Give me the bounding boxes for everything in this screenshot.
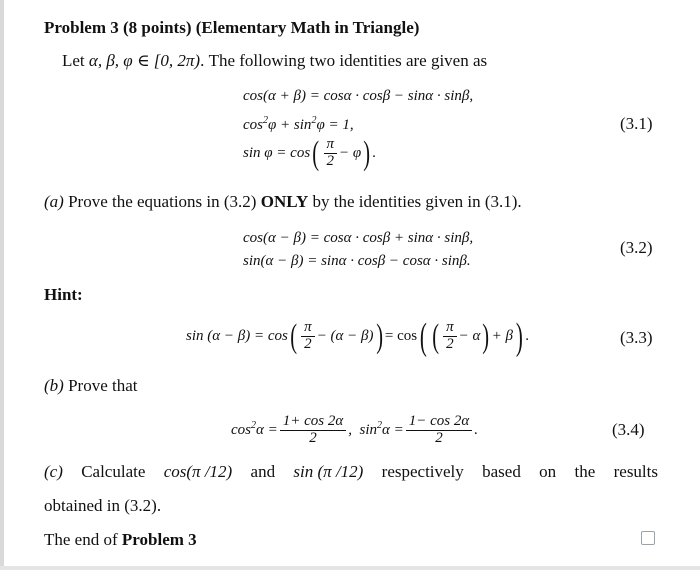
fraction-numerator: π bbox=[324, 137, 338, 154]
part-c-sin-pi-12: sin (π /12) bbox=[293, 462, 364, 481]
half-angle-cos: cos bbox=[231, 422, 251, 438]
part-c-word: the bbox=[574, 462, 596, 481]
part-c-word: respectively bbox=[381, 462, 464, 481]
hint-lhs: sin (α − β) = cos bbox=[186, 328, 288, 344]
fraction-cos-half-angle bbox=[280, 414, 347, 447]
end-text: The end of bbox=[44, 530, 118, 549]
part-c-cos-pi-12: cos(π /12) bbox=[163, 462, 233, 481]
intro-rest: . The following two identities are given as bbox=[200, 51, 488, 70]
identity-sin-diff: sin(α − β) = sinα · cosβ − cosα · sinβ. bbox=[243, 253, 471, 269]
fraction-numerator: 1− cos 2α bbox=[406, 414, 473, 431]
identity-pyth-end: φ = 1, bbox=[316, 117, 354, 133]
part-b-line bbox=[44, 376, 137, 396]
fraction-denominator: 2 bbox=[304, 336, 312, 353]
half-angle-cos-var: α = bbox=[256, 422, 278, 438]
fraction-pi-over-2 bbox=[443, 320, 457, 353]
part-a-text-post: by the identities given in (3.1). bbox=[312, 192, 522, 211]
fraction-denominator: 2 bbox=[309, 430, 317, 447]
part-c-word: based bbox=[482, 462, 521, 481]
part-c-line bbox=[44, 462, 658, 482]
paren-open: ( bbox=[290, 317, 297, 355]
paren-close-outer: ) bbox=[515, 315, 523, 358]
part-c-marker: (c) bbox=[44, 462, 63, 481]
part-a-line bbox=[44, 192, 522, 212]
fraction-numerator: π bbox=[443, 320, 457, 337]
part-a-only: ONLY bbox=[260, 192, 309, 211]
fraction-numerator: π bbox=[301, 320, 315, 337]
identity-pyth-cos: cos bbox=[243, 117, 263, 133]
checkbox[interactable] bbox=[641, 531, 655, 545]
separator-comma: , bbox=[348, 422, 352, 438]
paren-open-inner: ( bbox=[432, 317, 439, 355]
equation-number-3-2: (3.2) bbox=[620, 238, 653, 257]
half-angle-sin: sin bbox=[359, 422, 378, 438]
intro-line bbox=[62, 51, 487, 71]
paren-open: ( bbox=[312, 134, 320, 172]
fraction-denominator: 2 bbox=[435, 430, 443, 447]
paren-close: ) bbox=[363, 134, 371, 172]
part-c-word: and bbox=[250, 462, 276, 481]
period-mark: . bbox=[372, 145, 377, 161]
paren-close-inner: ) bbox=[482, 317, 490, 355]
part-a-text-pre: Prove the equations in (3.2) bbox=[68, 192, 257, 211]
fraction-numerator: 1+ cos 2α bbox=[280, 414, 347, 431]
problem-label: Problem 3 bbox=[44, 18, 119, 37]
hint-equals-cos: = cos bbox=[384, 328, 418, 344]
fraction-denominator: 2 bbox=[446, 336, 454, 353]
part-c-line-2: obtained in (3.2). bbox=[44, 496, 162, 515]
superscript-2: 2 bbox=[311, 115, 317, 126]
fraction-pi-over-2 bbox=[301, 320, 315, 353]
problem-title bbox=[44, 18, 419, 38]
hint-plus-beta: + β bbox=[491, 328, 513, 344]
fraction-pi-over-2 bbox=[324, 137, 338, 170]
part-b-marker: (b) bbox=[44, 376, 64, 395]
page-bottom-edge bbox=[0, 566, 700, 570]
superscript-2: 2 bbox=[377, 420, 383, 431]
period-mark: . bbox=[525, 328, 530, 344]
end-line bbox=[44, 530, 197, 550]
identity-cos-diff: cos(α − β) = cosα · cosβ + sinα · sinβ, bbox=[243, 230, 474, 246]
equation-number-3-1: (3.1) bbox=[620, 114, 653, 133]
period-mark: . bbox=[474, 422, 479, 438]
cofunction-lhs: sin φ = cos bbox=[243, 145, 311, 161]
identity-cos-sum: cos(α + β) = cosα · cosβ − sinα · sinβ, bbox=[243, 88, 474, 104]
half-angle-sin-var: α = bbox=[382, 422, 404, 438]
fraction-sin-half-angle bbox=[406, 414, 473, 447]
hint-equation bbox=[186, 316, 529, 356]
part-c-word: on bbox=[539, 462, 557, 481]
superscript-2: 2 bbox=[263, 115, 268, 126]
part-a-marker: (a) bbox=[44, 192, 64, 211]
part-c-word: results bbox=[613, 462, 658, 481]
equation-number-3-4: (3.4) bbox=[612, 420, 645, 439]
equation-number-3-3: (3.3) bbox=[620, 328, 653, 347]
page-left-edge bbox=[0, 0, 4, 570]
problem-points: (8 points) (Elementary Math in Triangle) bbox=[123, 18, 420, 37]
part-b-text: Prove that bbox=[68, 376, 138, 395]
fraction-denominator: 2 bbox=[326, 153, 334, 170]
identity-pyth-sin: φ + sin bbox=[268, 117, 312, 133]
end-problem-label: Problem 3 bbox=[121, 530, 197, 549]
intro-let: Let bbox=[62, 51, 85, 70]
intro-vars: α, β, φ ∈ [0, 2π) bbox=[88, 51, 201, 70]
hint-minus-diff: − (α − β) bbox=[316, 328, 374, 344]
cofunction-minus-phi: − φ bbox=[339, 145, 362, 161]
superscript-2: 2 bbox=[251, 420, 256, 431]
paren-close: ) bbox=[375, 317, 383, 355]
identity-pythagorean bbox=[243, 111, 354, 135]
hint-label: Hint: bbox=[44, 285, 83, 304]
part-c-word: Calculate bbox=[81, 462, 146, 481]
identity-cofunction bbox=[243, 136, 376, 171]
paren-open-outer: ( bbox=[419, 315, 427, 358]
half-angle-formulas bbox=[231, 406, 478, 450]
hint-minus-alpha: − α bbox=[458, 328, 481, 344]
